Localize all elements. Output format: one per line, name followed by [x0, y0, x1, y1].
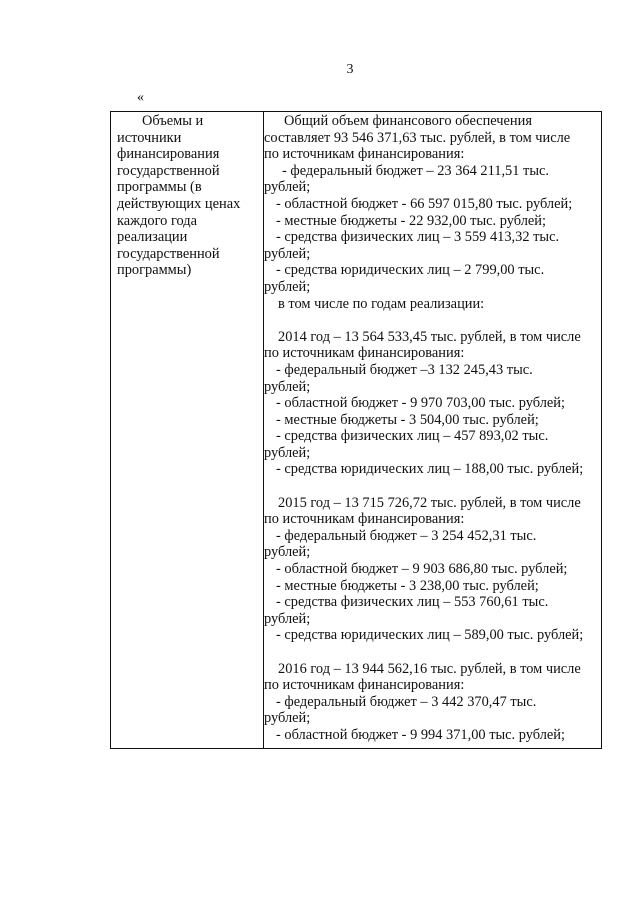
total-legal-line: - средства юридических лиц – 2 799,00 тыс. [276, 262, 545, 279]
year-2015-regional-line: - областной бюджет – 9 903 686,80 тыс. рублей; [276, 561, 568, 578]
year-2014-local-line: - местные бюджеты - 3 504,00 тыс. рублей; [276, 411, 539, 428]
total-individuals-line: - средства физических лиц – 3 559 413,32 тыс. [276, 229, 560, 246]
label-line: Объемы и [142, 113, 204, 129]
label-line: каждого года [117, 212, 197, 229]
year-2016-federal-line: - федеральный бюджет – 3 442 370,47 тыс. [276, 693, 537, 710]
year-2014-individuals-line: - средства физических лиц – 457 893,02 тыс. [276, 428, 549, 445]
year-2014-federal-line: - федеральный бюджет –3 132 245,43 тыс. [276, 361, 533, 378]
label-line: государственной [117, 245, 220, 262]
year-2014-federal-line: рублей; [264, 378, 311, 395]
year-2016-heading: 2016 год – 13 944 562,16 тыс. рублей, в том числе [278, 660, 581, 677]
spacer [276, 478, 599, 495]
year-2014-line: по источникам финансирования: [264, 345, 465, 362]
label-line: реализации [117, 229, 188, 246]
total-line: составляет 93 546 371,63 тыс. рублей, в том числе [264, 129, 571, 146]
label-cell [111, 112, 264, 749]
year-2015-federal-line: рублей; [264, 544, 311, 561]
year-2015-line: по источникам финансирования: [264, 511, 465, 528]
total-line: по источникам финансирования: [264, 146, 465, 163]
year-2016-federal-line: рублей; [264, 710, 311, 727]
spacer [276, 644, 599, 661]
page-number: 3 [346, 62, 354, 77]
total-federal-line: - федеральный бюджет – 23 364 211,51 тыс. [282, 162, 549, 179]
by-years-line: в том числе по годам реализации: [278, 295, 485, 312]
year-2015-legal-line: - средства юридических лиц – 589,00 тыс. рублей; [276, 627, 584, 644]
year-2015-heading: 2015 год – 13 715 726,72 тыс. рублей, в том числе [278, 494, 581, 511]
year-2015-individuals-line: - средства физических лиц – 553 760,61 тыс. [276, 594, 549, 611]
year-2014-individuals-line: рублей; [264, 444, 311, 461]
spacer [276, 312, 599, 329]
total-local-line: - местные бюджеты - 22 932,00 тыс. рублей; [276, 212, 546, 229]
label-line: финансирования [117, 146, 220, 163]
label-line: программы) [117, 262, 192, 279]
year-2015-federal-line: - федеральный бюджет – 3 254 452,31 тыс. [276, 527, 537, 544]
total-line: Общий объем финансового обеспечения [284, 113, 532, 129]
year-2014-heading: 2014 год – 13 564 533,45 тыс. рублей, в том числе [278, 328, 581, 345]
opening-quote-mark: « [137, 90, 144, 105]
label-line: действующих ценах [117, 195, 241, 212]
label-line: государственной [117, 162, 220, 179]
content-cell [264, 112, 602, 749]
year-2015-local-line: - местные бюджеты - 3 238,00 тыс. рублей; [276, 577, 539, 594]
year-2014-regional-line: - областной бюджет - 9 970 703,00 тыс. рублей; [276, 395, 565, 412]
program-passport-table [110, 111, 602, 749]
table-row [111, 112, 602, 749]
total-federal-line: рублей; [264, 179, 311, 196]
total-individuals-line: рублей; [264, 245, 311, 262]
label-line: источники [117, 129, 182, 146]
label-line: программы (в [117, 179, 202, 196]
year-2015-individuals-line: рублей; [264, 610, 311, 627]
year-2016-line: по источникам финансирования: [264, 677, 465, 694]
total-legal-line: рублей; [264, 278, 311, 295]
year-2014-legal-line: - средства юридических лиц – 188,00 тыс. рублей; [276, 461, 584, 478]
total-regional-line: - областной бюджет - 66 597 015,80 тыс. рублей; [276, 195, 573, 212]
year-2016-regional-line: - областной бюджет - 9 994 371,00 тыс. рублей; [276, 726, 565, 743]
